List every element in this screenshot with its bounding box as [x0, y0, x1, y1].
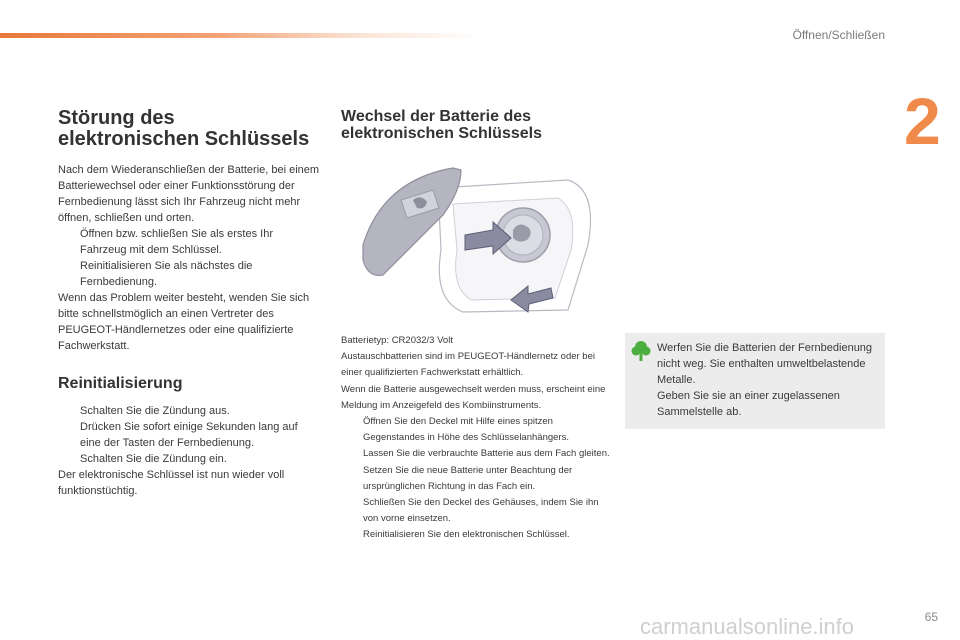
environment-notice-text	[657, 340, 879, 420]
malfunction-outro: Wenn das Problem weiter besteht, wenden Sie sich bitte schnellstmöglich an einen Vertreter des PEUGEOT-Händlernetzes oder eine qualifizierte Fachwerkstatt.	[58, 292, 310, 352]
battery-type: Batterietyp: CR2032/3 Volt	[341, 335, 453, 346]
tree-icon	[631, 340, 651, 362]
watermark: carmanualsonline.info	[640, 614, 855, 639]
key-battery-illustration	[353, 160, 611, 320]
environment-notice-box	[625, 333, 885, 429]
reinit-outro: Der elektronische Schlüssel ist nun wieder voll funktionstüchtig.	[58, 469, 285, 497]
reinit-section	[58, 375, 320, 499]
battery-warning: Wenn die Batterie ausgewechselt werden muss, erscheint eine Meldung im Anzeigefeld des Kombiinstruments.	[341, 383, 606, 411]
reinit-title: Reinitialisierung	[58, 375, 183, 392]
list-item: Schalten Sie die Zündung ein.	[80, 453, 227, 465]
chapter-number: 2	[904, 84, 941, 158]
list-item: Öffnen Sie den Deckel mit Hilfe eines spitzen Gegenstandes in Höhe des Schlüsselanhängers.	[363, 416, 569, 444]
malfunction-title: Störung des elektronischen Schlüssels	[58, 107, 310, 150]
page-number: 65	[924, 610, 938, 624]
malfunction-section	[58, 108, 320, 354]
list-item: Schließen Sie den Deckel des Gehäuses, indem Sie ihn von vorne einsetzen.	[363, 497, 599, 525]
list-item: Schalten Sie die Zündung aus.	[80, 405, 230, 417]
list-item: Reinitialisieren Sie den elektronischen Schlüssel.	[363, 529, 570, 541]
list-item: Drücken Sie sofort einige Sekunden lang auf eine der Tasten der Fernbedienung.	[80, 421, 298, 449]
list-item: Reinitialisieren Sie als nächstes die Fernbedienung.	[80, 260, 253, 288]
malfunction-intro: Nach dem Wiederanschließen der Batterie, bei einem Batteriewechsel oder einer Funktionsstörung der Fernbedienung lässt sich Ihr Fahrzeug nicht mehr öffnen, schließen und orten.	[58, 164, 320, 224]
environment-notice-line2: Geben Sie sie an einer zugelassenen Sammelstelle ab.	[657, 390, 840, 418]
header-accent-bar	[0, 33, 480, 38]
list-item: Öffnen bzw. schließen Sie als erstes Ihr Fahrzeug mit dem Schlüssel.	[80, 228, 273, 256]
section-title: Öffnen/Schließen	[792, 28, 885, 42]
list-item: Setzen Sie die neue Batterie unter Beachtung der ursprünglichen Richtung in das Fach ein.	[363, 464, 573, 492]
battery-title: Wechsel der Batterie des elektronischen Schlüssels	[341, 108, 542, 142]
battery-section-header	[341, 108, 611, 142]
environment-notice-line1: Werfen Sie die Batterien der Fernbedienung nicht weg. Sie enthalten umweltbelastende Metalle.	[657, 342, 873, 386]
list-item: Lassen Sie die verbrauchte Batterie aus dem Fach gleiten.	[363, 448, 610, 460]
battery-instructions	[341, 333, 613, 544]
battery-availability: Austauschbatterien sind im PEUGEOT-Händlernetz oder bei einer qualifizierten Fachwerkstatt erhältlich.	[341, 351, 595, 379]
